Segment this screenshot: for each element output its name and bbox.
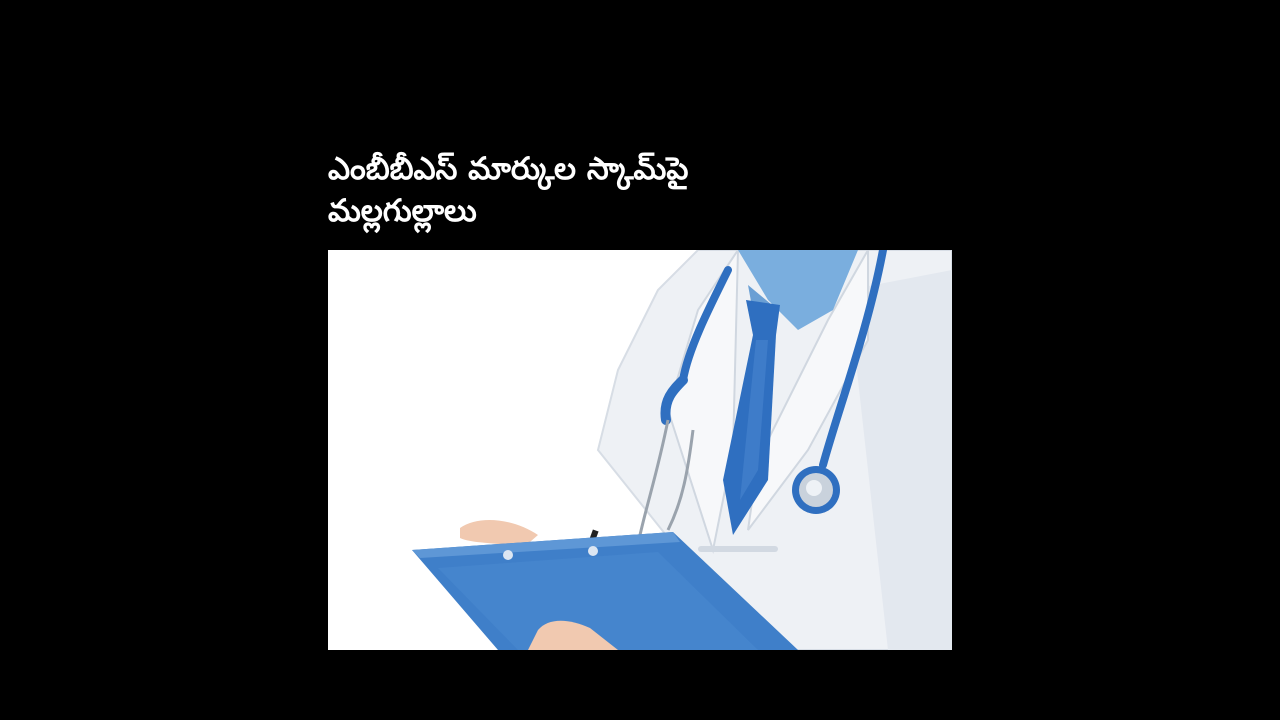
article-card (328, 148, 952, 232)
article-headline: ఎంబీబీఎస్ మార్కుల స్కామ్‌పై మల్లగుల్లాలు (328, 151, 689, 229)
article-photo (328, 250, 952, 650)
doctor-with-clipboard-icon (328, 250, 952, 650)
